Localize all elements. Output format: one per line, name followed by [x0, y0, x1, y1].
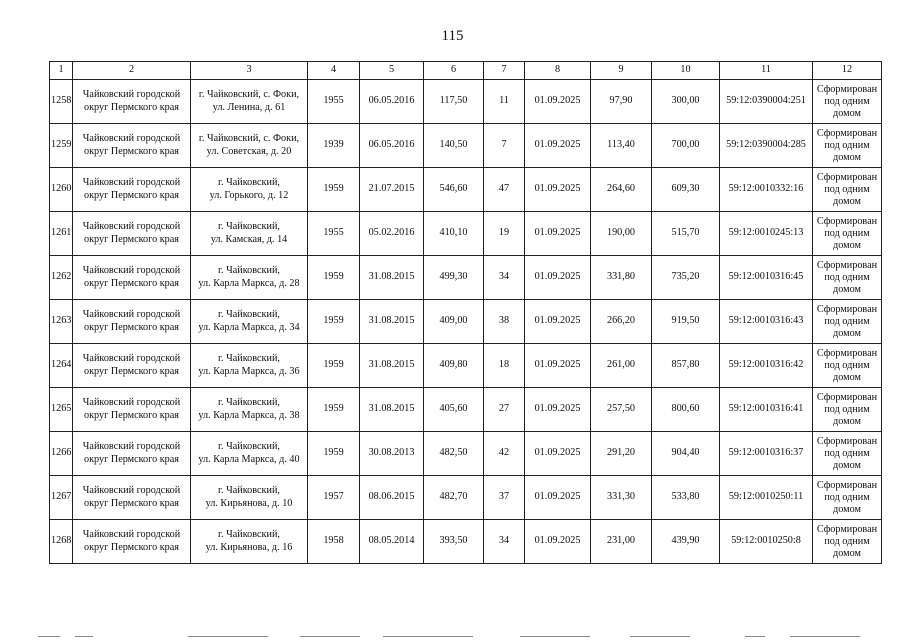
date-cell: 31.08.2015: [360, 300, 424, 344]
value-cell: 291,20: [591, 432, 652, 476]
status-cell-line: домом: [833, 415, 861, 427]
address-cell-line: г. Чайковский, с. Фоки,: [198, 133, 300, 144]
row-number-cell: 1259: [50, 124, 73, 168]
address-cell-line: ул. Ленина, д. 61: [212, 101, 286, 113]
address-cell-line: ул. Горького, д. 12: [209, 189, 289, 201]
value-cell: 257,50: [591, 388, 652, 432]
district-cell: [73, 168, 191, 212]
area-cell: 409,80: [424, 344, 484, 388]
address-cell: [191, 388, 308, 432]
status-cell-line: Сформирован: [816, 479, 878, 491]
cadastral-number-cell: 59:12:0010245:13: [720, 212, 813, 256]
value-cell: 609,30: [652, 168, 720, 212]
row-number-cell: 1263: [50, 300, 73, 344]
status-cell: [813, 124, 882, 168]
scan-artifact-line: [383, 636, 473, 637]
district-cell-line: округ Пермского края: [84, 409, 179, 421]
district-cell-line: округ Пермского края: [84, 101, 179, 113]
address-cell-line: г. Чайковский,: [218, 177, 280, 188]
column-header: 3: [191, 62, 308, 80]
district-cell: [73, 476, 191, 520]
district-cell-line: округ Пермского края: [84, 497, 179, 509]
address-cell-line: г. Чайковский,: [218, 221, 280, 232]
district-cell-line: округ Пермского края: [84, 541, 179, 553]
table-row: [50, 388, 882, 432]
address-cell-line: ул. Карла Маркса, д. 38: [198, 409, 300, 421]
date-cell: 21.07.2015: [360, 168, 424, 212]
date-cell: 01.09.2025: [525, 344, 591, 388]
column-header: 2: [73, 62, 191, 80]
date-cell: 01.09.2025: [525, 520, 591, 564]
district-cell-line: Чайковский городской: [82, 221, 181, 232]
status-cell-line: домом: [833, 503, 861, 515]
count-cell: 34: [484, 256, 525, 300]
address-cell-line: ул. Камская, д. 14: [210, 233, 288, 245]
address-cell-line: г. Чайковский,: [218, 265, 280, 276]
status-cell-line: Сформирован: [816, 347, 878, 359]
column-number-header-row: [50, 62, 882, 80]
count-cell: 27: [484, 388, 525, 432]
table-row: [50, 520, 882, 564]
district-cell-line: Чайковский городской: [82, 397, 181, 408]
status-cell-line: Сформирован: [816, 171, 878, 183]
year-cell: 1959: [308, 344, 360, 388]
table-row: [50, 476, 882, 520]
address-cell-line: г. Чайковский,: [218, 529, 280, 540]
count-cell: 47: [484, 168, 525, 212]
status-cell: [813, 256, 882, 300]
value-cell: 700,00: [652, 124, 720, 168]
value-cell: 331,80: [591, 256, 652, 300]
address-cell-line: ул. Карла Маркса, д. 34: [198, 321, 300, 333]
date-cell: 01.09.2025: [525, 124, 591, 168]
status-cell-line: Сформирован: [816, 127, 878, 139]
status-cell-line: под одним: [824, 139, 870, 151]
cadastral-number-cell: 59:12:0390004:285: [720, 124, 813, 168]
count-cell: 11: [484, 80, 525, 124]
table-row: [50, 212, 882, 256]
district-cell: [73, 520, 191, 564]
cadastral-number-cell: 59:12:0010250:8: [720, 520, 813, 564]
date-cell: 08.05.2014: [360, 520, 424, 564]
scan-artifact-line: [520, 636, 590, 637]
date-cell: 01.09.2025: [525, 80, 591, 124]
year-cell: 1959: [308, 388, 360, 432]
district-cell-line: Чайковский городской: [82, 309, 181, 320]
status-cell-line: под одним: [824, 359, 870, 371]
status-cell: [813, 168, 882, 212]
count-cell: 19: [484, 212, 525, 256]
column-header: 11: [720, 62, 813, 80]
status-cell-line: под одним: [824, 447, 870, 459]
address-cell-line: г. Чайковский,: [218, 353, 280, 364]
status-cell-line: Сформирован: [816, 435, 878, 447]
cadastral-number-cell: 59:12:0010316:45: [720, 256, 813, 300]
status-cell: [813, 476, 882, 520]
table-row: [50, 432, 882, 476]
address-cell-line: г. Чайковский,: [218, 485, 280, 496]
status-cell-line: домом: [833, 283, 861, 295]
address-cell: [191, 300, 308, 344]
status-cell-line: под одним: [824, 227, 870, 239]
scan-artifact-line: [790, 636, 860, 637]
address-cell-line: ул. Кирьянова, д. 10: [205, 497, 293, 509]
value-cell: 533,80: [652, 476, 720, 520]
status-cell-line: под одним: [824, 271, 870, 283]
district-cell-line: округ Пермского края: [84, 145, 179, 157]
area-cell: 405,60: [424, 388, 484, 432]
area-cell: 546,60: [424, 168, 484, 212]
row-number-cell: 1264: [50, 344, 73, 388]
district-cell: [73, 212, 191, 256]
table-row: [50, 300, 882, 344]
status-cell-line: под одним: [824, 535, 870, 547]
count-cell: 38: [484, 300, 525, 344]
housing-register-table: [49, 61, 882, 564]
scan-artifact-line: [75, 636, 93, 637]
column-header: 12: [813, 62, 882, 80]
address-cell-line: г. Чайковский,: [218, 309, 280, 320]
status-cell-line: под одним: [824, 491, 870, 503]
address-cell-line: г. Чайковский, с. Фоки,: [198, 89, 300, 100]
district-cell-line: округ Пермского края: [84, 321, 179, 333]
column-header: 4: [308, 62, 360, 80]
value-cell: 97,90: [591, 80, 652, 124]
status-cell-line: домом: [833, 107, 861, 119]
scan-artifact-line: [300, 636, 360, 637]
cadastral-number-cell: 59:12:0010316:37: [720, 432, 813, 476]
address-cell-line: ул. Карла Маркса, д. 40: [198, 453, 300, 465]
table-row: [50, 80, 882, 124]
year-cell: 1957: [308, 476, 360, 520]
date-cell: 01.09.2025: [525, 388, 591, 432]
status-cell: [813, 212, 882, 256]
count-cell: 7: [484, 124, 525, 168]
area-cell: 499,30: [424, 256, 484, 300]
date-cell: 01.09.2025: [525, 476, 591, 520]
year-cell: 1959: [308, 300, 360, 344]
count-cell: 42: [484, 432, 525, 476]
address-cell-line: ул. Карла Маркса, д. 28: [198, 277, 300, 289]
date-cell: 30.08.2013: [360, 432, 424, 476]
date-cell: 01.09.2025: [525, 168, 591, 212]
address-cell: [191, 256, 308, 300]
cadastral-number-cell: 59:12:0010316:42: [720, 344, 813, 388]
address-cell-line: ул. Кирьянова, д. 16: [205, 541, 293, 553]
year-cell: 1959: [308, 256, 360, 300]
cadastral-number-cell: 59:12:0010316:41: [720, 388, 813, 432]
cadastral-number-cell: 59:12:0390004:251: [720, 80, 813, 124]
value-cell: 113,40: [591, 124, 652, 168]
page-number: 115: [441, 28, 464, 44]
column-header: 6: [424, 62, 484, 80]
row-number-cell: 1267: [50, 476, 73, 520]
row-number-cell: 1260: [50, 168, 73, 212]
address-cell: [191, 520, 308, 564]
address-cell: [191, 212, 308, 256]
area-cell: 410,10: [424, 212, 484, 256]
count-cell: 34: [484, 520, 525, 564]
district-cell-line: Чайковский городской: [82, 353, 181, 364]
district-cell: [73, 432, 191, 476]
status-cell: [813, 520, 882, 564]
table-row: [50, 256, 882, 300]
address-cell-line: г. Чайковский,: [218, 397, 280, 408]
status-cell-line: домом: [833, 195, 861, 207]
status-cell-line: под одним: [824, 95, 870, 107]
column-header: 5: [360, 62, 424, 80]
area-cell: 393,50: [424, 520, 484, 564]
table-row: [50, 168, 882, 212]
date-cell: 31.08.2015: [360, 388, 424, 432]
address-cell: [191, 432, 308, 476]
address-cell: [191, 80, 308, 124]
status-cell-line: домом: [833, 151, 861, 163]
address-cell-line: г. Чайковский,: [218, 441, 280, 452]
status-cell-line: под одним: [824, 403, 870, 415]
column-header: 10: [652, 62, 720, 80]
status-cell-line: домом: [833, 327, 861, 339]
date-cell: 06.05.2016: [360, 124, 424, 168]
scan-artifact-line: [188, 636, 268, 637]
area-cell: 482,50: [424, 432, 484, 476]
year-cell: 1959: [308, 168, 360, 212]
date-cell: 08.06.2015: [360, 476, 424, 520]
date-cell: 06.05.2016: [360, 80, 424, 124]
status-cell-line: Сформирован: [816, 83, 878, 95]
status-cell: [813, 388, 882, 432]
district-cell-line: Чайковский городской: [82, 89, 181, 100]
row-number-cell: 1266: [50, 432, 73, 476]
address-cell: [191, 124, 308, 168]
table-row: [50, 124, 882, 168]
column-header: 1: [50, 62, 73, 80]
value-cell: 331,30: [591, 476, 652, 520]
address-cell: [191, 476, 308, 520]
year-cell: 1955: [308, 212, 360, 256]
district-cell-line: округ Пермского края: [84, 365, 179, 377]
status-cell: [813, 432, 882, 476]
value-cell: 300,00: [652, 80, 720, 124]
address-cell-line: ул. Карла Маркса, д. 36: [198, 365, 300, 377]
count-cell: 18: [484, 344, 525, 388]
year-cell: 1939: [308, 124, 360, 168]
year-cell: 1955: [308, 80, 360, 124]
column-header: 9: [591, 62, 652, 80]
district-cell-line: Чайковский городской: [82, 265, 181, 276]
status-cell-line: под одним: [824, 183, 870, 195]
district-cell-line: Чайковский городской: [82, 177, 181, 188]
status-cell: [813, 300, 882, 344]
date-cell: 01.09.2025: [525, 256, 591, 300]
district-cell-line: Чайковский городской: [82, 441, 181, 452]
cadastral-number-cell: 59:12:0010316:43: [720, 300, 813, 344]
row-number-cell: 1262: [50, 256, 73, 300]
value-cell: 800,60: [652, 388, 720, 432]
status-cell: [813, 344, 882, 388]
table-row: [50, 344, 882, 388]
district-cell: [73, 80, 191, 124]
value-cell: 904,40: [652, 432, 720, 476]
status-cell-line: Сформирован: [816, 259, 878, 271]
status-cell-line: Сформирован: [816, 523, 878, 535]
address-cell: [191, 168, 308, 212]
district-cell-line: Чайковский городской: [82, 485, 181, 496]
district-cell-line: округ Пермского края: [84, 453, 179, 465]
year-cell: 1958: [308, 520, 360, 564]
value-cell: 190,00: [591, 212, 652, 256]
status-cell-line: домом: [833, 547, 861, 559]
district-cell: [73, 388, 191, 432]
cadastral-number-cell: 59:12:0010250:11: [720, 476, 813, 520]
row-number-cell: 1265: [50, 388, 73, 432]
date-cell: 01.09.2025: [525, 212, 591, 256]
date-cell: 31.08.2015: [360, 344, 424, 388]
district-cell-line: Чайковский городской: [82, 133, 181, 144]
district-cell: [73, 124, 191, 168]
value-cell: 857,80: [652, 344, 720, 388]
value-cell: 266,20: [591, 300, 652, 344]
district-cell: [73, 256, 191, 300]
area-cell: 140,50: [424, 124, 484, 168]
status-cell-line: домом: [833, 239, 861, 251]
area-cell: 117,50: [424, 80, 484, 124]
date-cell: 01.09.2025: [525, 300, 591, 344]
value-cell: 231,00: [591, 520, 652, 564]
column-header: 8: [525, 62, 591, 80]
cadastral-number-cell: 59:12:0010332:16: [720, 168, 813, 212]
count-cell: 37: [484, 476, 525, 520]
district-cell: [73, 344, 191, 388]
district-cell-line: Чайковский городской: [82, 529, 181, 540]
address-cell-line: ул. Советская, д. 20: [206, 145, 292, 157]
date-cell: 31.08.2015: [360, 256, 424, 300]
status-cell-line: домом: [833, 459, 861, 471]
status-cell-line: Сформирован: [816, 215, 878, 227]
district-cell: [73, 300, 191, 344]
value-cell: 439,90: [652, 520, 720, 564]
row-number-cell: 1261: [50, 212, 73, 256]
area-cell: 409,00: [424, 300, 484, 344]
date-cell: 05.02.2016: [360, 212, 424, 256]
status-cell-line: Сформирован: [816, 303, 878, 315]
scan-artifact-line: [630, 636, 690, 637]
district-cell-line: округ Пермского края: [84, 277, 179, 289]
scan-artifact-line: [745, 636, 765, 637]
status-cell-line: Сформирован: [816, 391, 878, 403]
row-number-cell: 1268: [50, 520, 73, 564]
status-cell-line: домом: [833, 371, 861, 383]
date-cell: 01.09.2025: [525, 432, 591, 476]
address-cell: [191, 344, 308, 388]
area-cell: 482,70: [424, 476, 484, 520]
value-cell: 261,00: [591, 344, 652, 388]
status-cell-line: под одним: [824, 315, 870, 327]
value-cell: 735,20: [652, 256, 720, 300]
district-cell-line: округ Пермского края: [84, 233, 179, 245]
district-cell-line: округ Пермского края: [84, 189, 179, 201]
column-header: 7: [484, 62, 525, 80]
row-number-cell: 1258: [50, 80, 73, 124]
value-cell: 515,70: [652, 212, 720, 256]
status-cell: [813, 80, 882, 124]
value-cell: 264,60: [591, 168, 652, 212]
year-cell: 1959: [308, 432, 360, 476]
scan-artifact-line: [38, 636, 60, 637]
table-body: [50, 80, 882, 564]
value-cell: 919,50: [652, 300, 720, 344]
